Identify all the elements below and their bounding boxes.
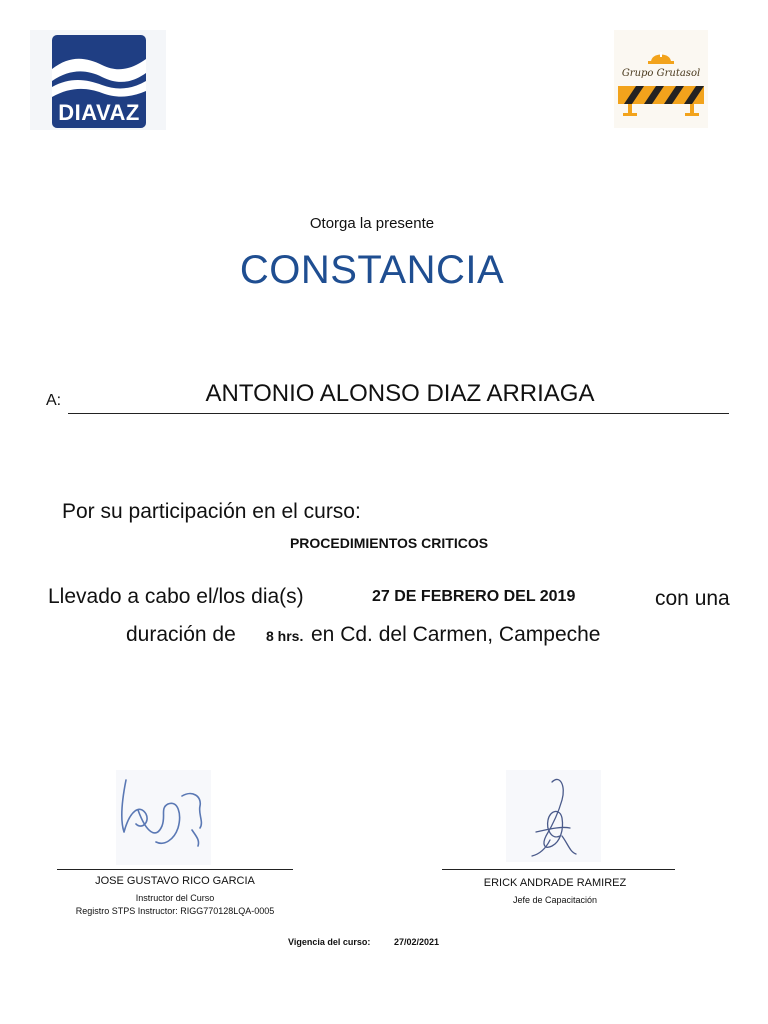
diavaz-logo xyxy=(30,30,166,130)
manager-signature-line xyxy=(442,869,675,870)
signature-scribble-icon xyxy=(506,770,601,862)
validity-label: Vigencia del curso: xyxy=(288,937,371,947)
certificate-title: CONSTANCIA xyxy=(239,248,505,292)
instructor-signature xyxy=(116,770,211,865)
instructor-role: Instructor del Curso xyxy=(135,893,215,903)
diavaz-logo-text: DIAVAZ xyxy=(58,100,140,125)
with-a-text: con una xyxy=(655,587,730,610)
recipient-underline xyxy=(68,413,729,414)
validity-date: 27/02/2021 xyxy=(394,937,440,947)
manager-signature xyxy=(506,770,601,862)
manager-role: Jefe de Capacitación xyxy=(512,895,598,905)
recipient-label: A: xyxy=(46,392,62,409)
hard-hat-barrier-icon xyxy=(614,30,708,128)
carried-out-label: Llevado a cabo el/los dia(s) xyxy=(48,585,304,608)
duration-label: duración de xyxy=(126,623,236,646)
instructor-name: JOSE GUSTAVO RICO GARCIA xyxy=(95,875,255,887)
recipient-name: ANTONIO ALONSO DIAZ ARRIAGA xyxy=(205,380,595,407)
course-hours: 8 hrs. xyxy=(266,628,304,644)
signature-scribble-icon xyxy=(116,770,211,865)
course-name: PROCEDIMIENTOS CRITICOS xyxy=(289,535,489,551)
instructor-signature-line xyxy=(57,869,293,870)
course-location: en Cd. del Carmen, Campeche xyxy=(311,623,601,646)
manager-name: ERICK ANDRADE RAMIREZ xyxy=(483,877,627,889)
instructor-registry: Registro STPS Instructor: RIGG770128LQA-0005 xyxy=(75,906,275,916)
diavaz-logo-tile xyxy=(52,35,146,128)
participation-text: Por su participación en el curso: xyxy=(62,500,361,523)
course-date: 27 DE FEBRERO DEL 2019 xyxy=(372,588,576,605)
grutasol-logo-text: Grupo Grutasol xyxy=(621,68,701,79)
grutasol-logo xyxy=(614,30,708,128)
intro-text: Otorga la presente xyxy=(309,215,435,232)
